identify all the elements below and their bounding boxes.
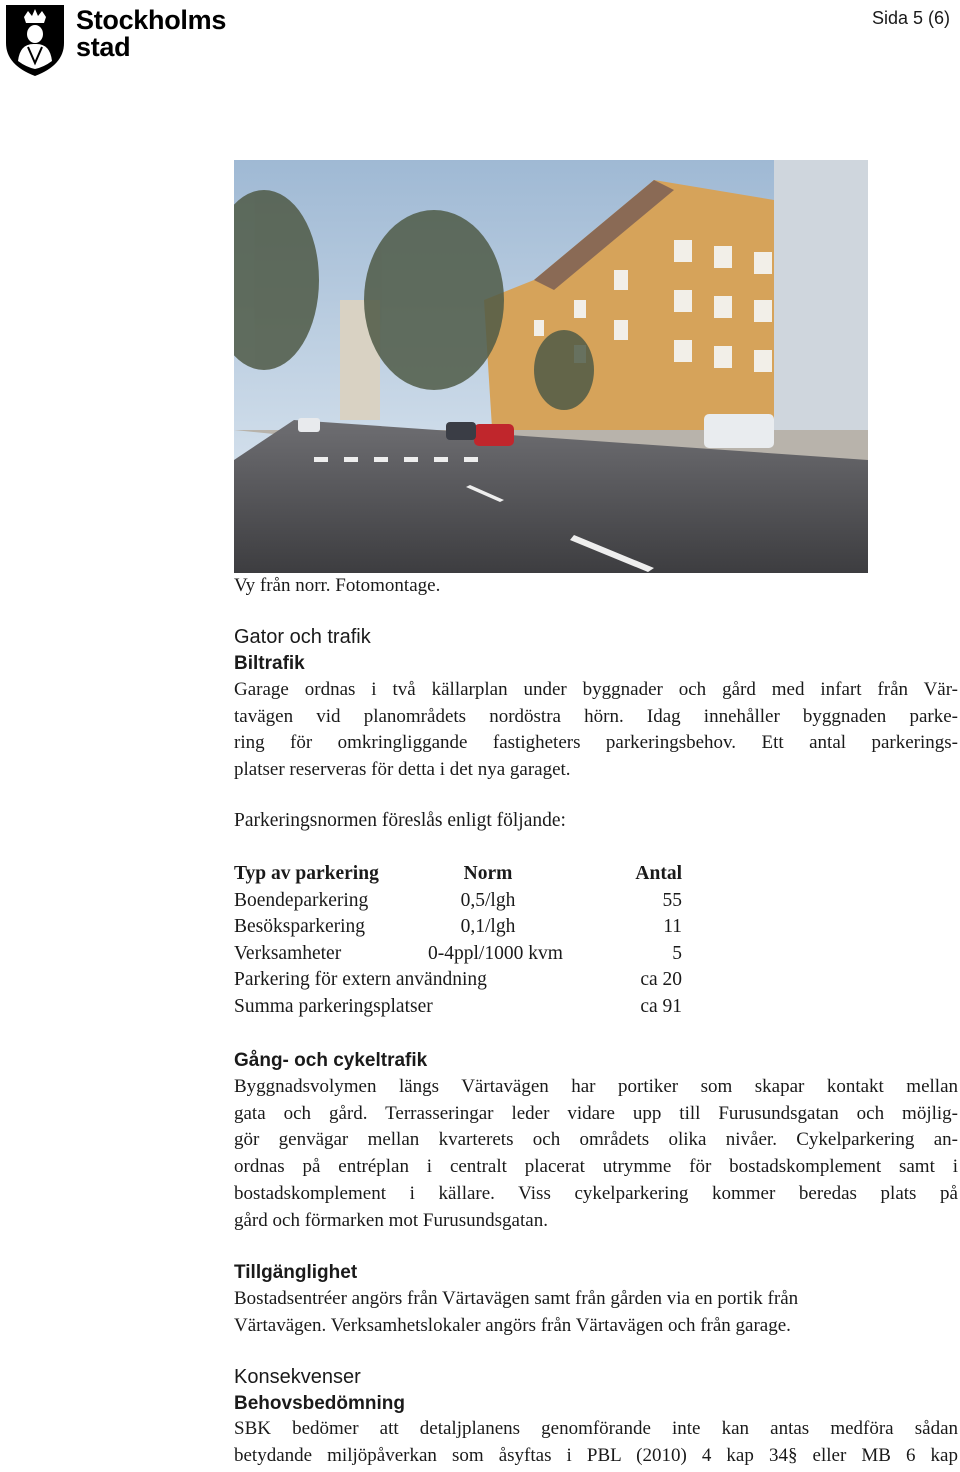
subheading-behovsbedomning: Behovsbedömning: [234, 1393, 406, 1414]
table-cell: 55: [662, 889, 682, 911]
table-row: [234, 916, 694, 943]
table-cell: Besöksparkering: [234, 916, 366, 938]
table-header-row: [234, 863, 694, 890]
paragraph-line: Bostadsentréer angörs från Värtavägen samt från gården via en portik från: [234, 1288, 799, 1309]
table-header-cell: Antal: [635, 863, 682, 884]
table-row: [234, 996, 694, 1023]
city-crest-icon: [4, 3, 66, 77]
logo-text-line2: stad: [76, 32, 131, 62]
paragraph-line: gör genvägar mellan kvarterets och områdets olika nivåer. Cykelparkering an-: [234, 1129, 958, 1151]
table-header-cell: Typ av parkering: [234, 863, 379, 884]
paragraph-line: ordnas på entréplan i centralt placerat utrymme för bostadskomplement samt i: [234, 1156, 958, 1178]
behov-paragraph: [234, 1416, 958, 1469]
table-cell: 11: [663, 916, 682, 938]
biltrafik-paragraph: [234, 677, 958, 784]
table-cell: 0-4ppl/1000 kvm: [428, 942, 563, 964]
subheading-tillganglighet: Tillgänglighet: [234, 1262, 358, 1283]
parkeringsnorm-intro: Parkeringsnormen föreslås enligt följande:: [234, 810, 566, 831]
table-cell: ca 20: [640, 969, 682, 991]
gang-paragraph: [234, 1074, 958, 1234]
table-row: [234, 969, 694, 996]
subheading-biltrafik: Biltrafik: [234, 653, 305, 674]
stockholms-stad-logo: [4, 3, 234, 79]
table-row: [234, 943, 694, 970]
parking-norm-table: [234, 863, 694, 1023]
paragraph-line: gata och gård. Terrasseringar leder vidare upp till Furusundsgatan och möjlig-: [234, 1102, 958, 1124]
table-cell: Parkering för extern användning: [234, 969, 487, 991]
paragraph-line: bostadskomplement i källare. Viss cykelparkering kommer beredas plats på: [234, 1182, 958, 1204]
paragraph-line: betydande miljöpåverkan som åsyftas i PBL (2010) 4 kap 34§ eller MB 6 kap: [234, 1444, 958, 1466]
table-cell: 0,1/lgh: [460, 916, 516, 938]
table-header-cell: Norm: [463, 863, 513, 884]
paragraph-line: platser reserveras för detta i det nya garaget.: [234, 759, 571, 781]
table-cell: ca 91: [640, 995, 682, 1017]
logo-text-line1: Stockholms: [76, 5, 227, 35]
subheading-gang-och-cykeltrafik: Gång- och cykeltrafik: [234, 1050, 428, 1071]
table-cell: Verksamheter: [234, 942, 342, 964]
section-title-konsekvenser: Konsekvenser: [234, 1366, 361, 1388]
street-photo: [234, 160, 868, 573]
paragraph-line: gård och förmarken mot Furusundsgatan.: [234, 1209, 548, 1231]
paragraph-line: tavägen vid planområdets nordöstra hörn. Idag innehåller byggnaden parke-: [234, 705, 958, 727]
table-cell: 5: [672, 942, 682, 964]
table-row: [234, 890, 694, 917]
table-cell: 0,5/lgh: [460, 889, 516, 911]
paragraph-line: SBK bedömer att detaljplanens genomförande inte kan antas medföra sådan: [234, 1418, 958, 1439]
paragraph-line: Värtavägen. Verksamhetslokaler angörs från Värtavägen och från garage.: [234, 1314, 791, 1336]
paragraph-line: ring för omkringliggande fastigheters parkeringsbehov. Ett antal parkerings-: [234, 732, 958, 754]
tillganglighet-paragraph: [234, 1286, 958, 1339]
paragraph-line: Byggnadsvolymen längs Värtavägen har portiker som skapar kontakt mellan: [234, 1076, 958, 1097]
paragraph-line: Garage ordnas i två källarplan under byggnader och gård med infart från Vär-: [234, 679, 958, 700]
page-number: Sida 5 (6): [871, 8, 950, 28]
table-cell: Boendeparkering: [234, 889, 369, 911]
section-title-gator-och-trafik: Gator och trafik: [234, 626, 371, 648]
table-cell: Summa parkeringsplatser: [234, 995, 433, 1017]
photo-caption: Vy från norr. Fotomontage.: [234, 575, 441, 596]
